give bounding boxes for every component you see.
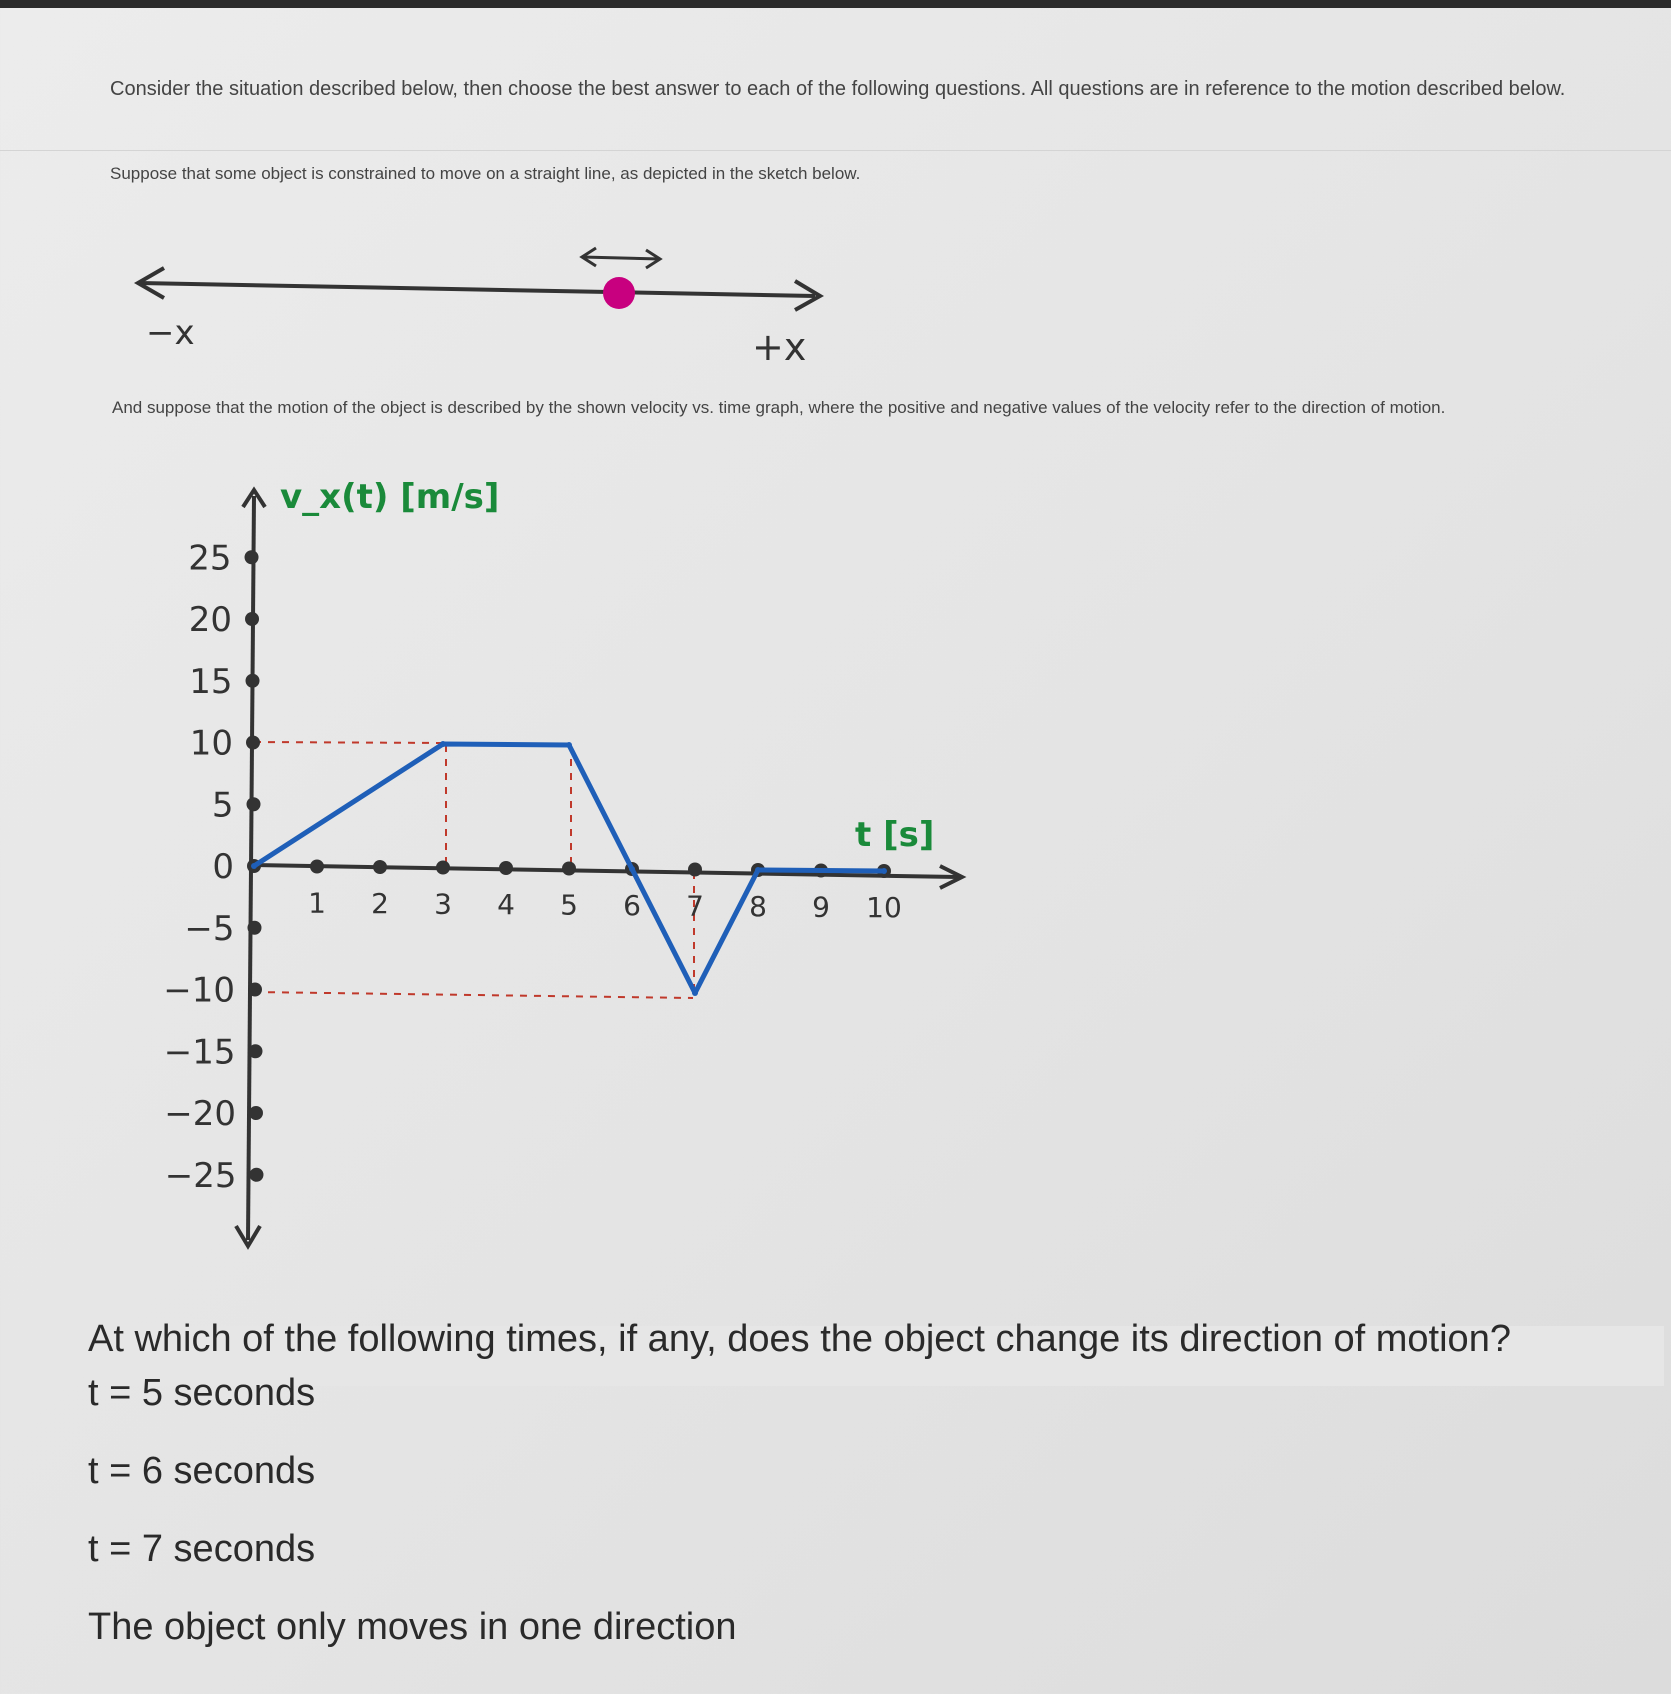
y-tick-label: −25 xyxy=(164,1155,237,1196)
y-tick-mark xyxy=(246,674,260,688)
velocity-data-point xyxy=(440,741,446,747)
x-tick-mark xyxy=(310,860,324,874)
x-tick-label: 8 xyxy=(749,890,767,923)
x-tick-mark xyxy=(436,861,450,875)
pos-x-label: +x xyxy=(752,325,807,369)
y-tick-label: 0 xyxy=(212,847,234,887)
y-tick-label: 25 xyxy=(188,538,232,579)
y-tick-mark xyxy=(248,983,262,997)
x-tick-label: 7 xyxy=(686,889,704,923)
x-tick-label: 4 xyxy=(497,888,515,921)
intro-text: Consider the situation described below, then choose the best answer to each of the following questions. All questions are in reference to the motion described below. xyxy=(110,78,1566,100)
ref-line-vneg10 xyxy=(254,992,693,998)
y-tick-mark xyxy=(248,1044,262,1058)
x-tick-mark xyxy=(688,863,702,877)
y-tick-label: −15 xyxy=(163,1032,236,1073)
x-tick-mark xyxy=(499,861,513,875)
y-tick-mark xyxy=(249,1168,263,1182)
y-tick-mark xyxy=(249,1106,263,1120)
y-tick-mark xyxy=(247,797,261,811)
y-axis-label: v_x(t) [m/s] xyxy=(280,477,500,517)
velocity-data-point xyxy=(566,742,572,748)
motion-sketch xyxy=(138,248,820,369)
y-tick-mark xyxy=(247,921,261,935)
y-tick-label: 5 xyxy=(211,785,234,826)
x-tick-label: 2 xyxy=(371,887,389,920)
velocity-data-point xyxy=(881,868,887,874)
suppose-text: Suppose that some object is constrained to move on a straight line, as depicted in the sketch below. xyxy=(110,164,861,183)
choice-t7[interactable]: t = 7 seconds xyxy=(88,1528,316,1570)
position-line xyxy=(140,283,815,296)
double-arrow-icon xyxy=(582,248,660,268)
y-tick-mark xyxy=(245,550,259,564)
ref-line-v10 xyxy=(254,742,446,743)
object-dot xyxy=(603,277,635,309)
x-tick-label: 5 xyxy=(560,888,578,922)
y-tick-label: 15 xyxy=(189,661,233,702)
choice-t5[interactable]: t = 5 seconds xyxy=(88,1372,316,1414)
question-text: At which of the following times, if any, does the object change its direction of motion? xyxy=(88,1318,1511,1360)
y-tick-mark xyxy=(245,612,259,626)
velocity-time-graph xyxy=(163,477,962,1246)
choice-one-direction[interactable]: The object only moves in one direction xyxy=(88,1606,737,1648)
velocity-data-point xyxy=(692,990,698,996)
y-tick-mark xyxy=(246,736,260,750)
velocity-data-point xyxy=(755,867,761,873)
x-tick-label: 6 xyxy=(623,889,641,922)
x-tick-label: 3 xyxy=(434,887,452,921)
y-tick-label: 10 xyxy=(189,723,234,764)
y-tick-label: −5 xyxy=(184,908,235,949)
x-tick-label: 9 xyxy=(812,890,830,924)
velocity-data-point xyxy=(629,866,635,872)
x-tick-mark xyxy=(373,860,387,874)
neg-x-label: −x xyxy=(146,313,195,353)
and-suppose-text: And suppose that the motion of the object is described by the shown velocity vs. time graph, where the positive and negative values of the velocity refer to the direction of motion. xyxy=(112,398,1446,417)
y-tick-label: −10 xyxy=(163,970,235,1011)
x-axis-label: t [s] xyxy=(855,815,935,855)
x-tick-mark xyxy=(562,862,576,876)
velocity-data-point xyxy=(251,863,257,869)
x-tick-label: 10 xyxy=(866,891,902,924)
y-tick-label: −20 xyxy=(164,1094,236,1134)
choice-t6[interactable]: t = 6 seconds xyxy=(88,1450,316,1492)
y-tick-label: 20 xyxy=(188,600,233,640)
x-tick-label: 1 xyxy=(308,886,326,920)
